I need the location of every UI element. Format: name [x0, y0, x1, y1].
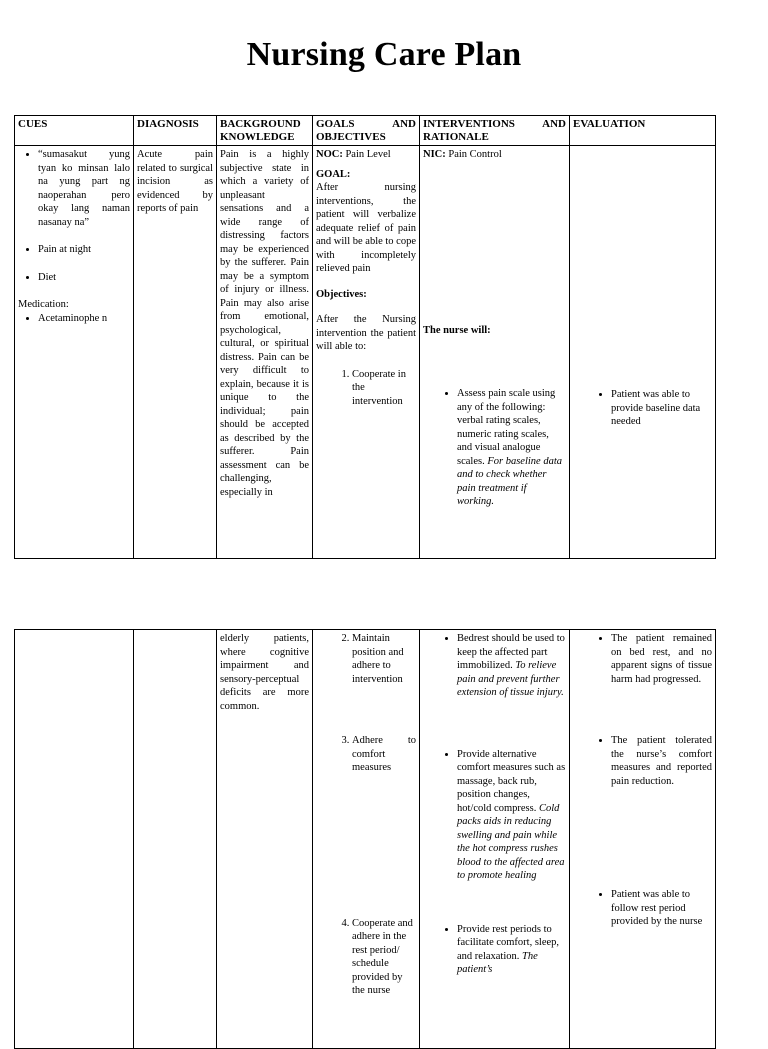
intervention-item-1	[457, 387, 566, 509]
background-knowledge-cell-continued: elderly patients, where cognitive impairment and sensory-perceptual deficits are more common.	[217, 630, 313, 1049]
interventions-cell-continued	[420, 630, 570, 1049]
header-evaluation: EVALUATION	[570, 116, 716, 146]
cues-list	[18, 148, 130, 229]
header-diagnosis: DIAGNOSIS	[134, 116, 217, 146]
objectives-list	[316, 368, 416, 409]
medication-list	[18, 312, 130, 326]
objective-item-3: 3. Adhere to comfort measures	[352, 734, 416, 775]
evaluation-item-4: • Patient was able to follow rest period provided by the nurse	[611, 888, 712, 929]
evaluation-cell	[570, 146, 716, 559]
evaluation-item-1: • Patient was able to provide baseline data needed	[611, 388, 712, 429]
background-knowledge-cell: Pain is a highly subjective state in which a variety of unpleasant sensations and a wide range of distressing factors may be experienced by the sufferer. Pain may be a symptom of injury or illness. Pain may also arise from emotional, psychological, cultural, or spiritual distress. Pain can be very difficult to explain, because it is unique to the individual; pain should be accepted as described by the sufferer. Pain assessment can be challenging, especially in	[217, 146, 313, 559]
header-background-line1: BACKGROUND	[220, 118, 301, 130]
evaluation-item-2: • The patient remained on bed rest, and no apparent signs of tissue harm had progressed.	[611, 632, 712, 686]
goals-noc: NOC: Pain Level	[316, 149, 391, 160]
objective-item-4: 4. Cooperate and adhere in the rest period/ schedule provided by the nurse	[352, 917, 416, 998]
header-interventions-rationale	[420, 116, 570, 146]
header-background-line2: KNOWLEDGE	[220, 130, 295, 143]
care-plan-row	[15, 146, 716, 559]
header-row	[15, 116, 716, 146]
header-interventions-word: INTERVENTIONS	[423, 118, 515, 130]
nurse-will-label: The nurse will:	[423, 324, 491, 336]
intervention-item-4	[457, 923, 566, 977]
evaluation-cell-continued	[570, 630, 716, 1049]
goal-label: GOAL:	[316, 168, 351, 180]
objectives-intro: After the Nursing intervention the patient will able to:	[316, 314, 416, 352]
goals-cell-continued	[313, 630, 420, 1049]
header-interventions-and: AND	[542, 118, 566, 130]
interventions-nic: NIC: Pain Control	[423, 149, 502, 160]
objectives-list-continued	[316, 632, 416, 998]
interventions-list	[423, 387, 566, 509]
objective-item-2: 2. Maintain position and adhere to intervention	[352, 632, 416, 686]
evaluation-list	[573, 388, 712, 429]
care-plan-table-1	[14, 115, 716, 559]
cue-diet: • Diet	[38, 271, 130, 285]
cues-cell	[15, 146, 134, 559]
medication-label: Medication:	[18, 299, 69, 310]
medication-item: • Acetaminophe n	[38, 312, 130, 326]
objective-item-1: 1. Cooperate in the intervention	[352, 368, 416, 409]
cue-pain-at-night: • Pain at night	[38, 243, 130, 257]
cues-list-3	[18, 271, 130, 285]
diagnosis-cell-continued	[134, 630, 217, 1049]
evaluation-list-continued	[573, 632, 712, 929]
intervention-3-text: Provide alternative comfort measures such as massage, back rub, position changes, hot/cold compress.	[457, 748, 566, 814]
page-title: Nursing Care Plan	[246, 36, 522, 73]
evaluation-item-3: • The patient tolerated the nurse’s comfort measures and reported pain reduction.	[611, 734, 712, 788]
header-goals-word: GOALS	[316, 118, 355, 130]
interventions-list-continued	[423, 632, 566, 977]
cues-cell-continued	[15, 630, 134, 1049]
intervention-4-text: Provide rest periods to facilitate comfort, sleep, and relaxation.	[457, 923, 560, 962]
header-goals-and: AND	[392, 118, 416, 130]
header-cues: CUES	[15, 116, 134, 146]
header-goals-objectives	[313, 116, 420, 146]
cues-list-2	[18, 243, 130, 257]
care-plan-row-continued	[15, 630, 716, 1049]
intervention-2-rationale: To relieve pain and prevent further extension of tissue injury.	[457, 660, 564, 698]
interventions-cell	[420, 146, 570, 559]
intervention-1-text: Assess pain scale using any of the following: verbal rating scales, numeric rating scales, and visual analogue scales.	[457, 388, 556, 467]
goals-cell	[313, 146, 420, 559]
header-rationale-word: RATIONALE	[423, 130, 489, 143]
cue-patient-statement: • “sumasakut yung tyan ko minsan lalo na yung part ng naoperahan pero okay lang naman nasanay na”	[38, 148, 130, 229]
objectives-label: Objectives:	[316, 288, 367, 300]
diagnosis-cell: Acute pain related to surgical incision as evidenced by reports of pain	[134, 146, 217, 559]
intervention-4-rationale: The patient’s	[457, 950, 538, 975]
goal-text: After nursing interventions, the patient will verbalize adequate relief of pain and will be able to cope with incompletely relieved pain	[316, 182, 417, 274]
intervention-1-rationale: For baseline data and to check whether pain treatment if working.	[457, 455, 562, 507]
intervention-item-3	[457, 748, 566, 883]
header-objectives-word: OBJECTIVES	[316, 130, 386, 143]
intervention-item-2	[457, 632, 566, 700]
header-background-knowledge	[217, 116, 313, 146]
care-plan-table-2	[14, 629, 716, 1049]
intervention-3-rationale: Cold packs aids in reducing swelling and pain while the hot compress rushes blood to the affected area to promote healing	[457, 802, 565, 881]
intervention-2-text: Bedrest should be used to keep the affected part immobilized.	[457, 633, 565, 671]
